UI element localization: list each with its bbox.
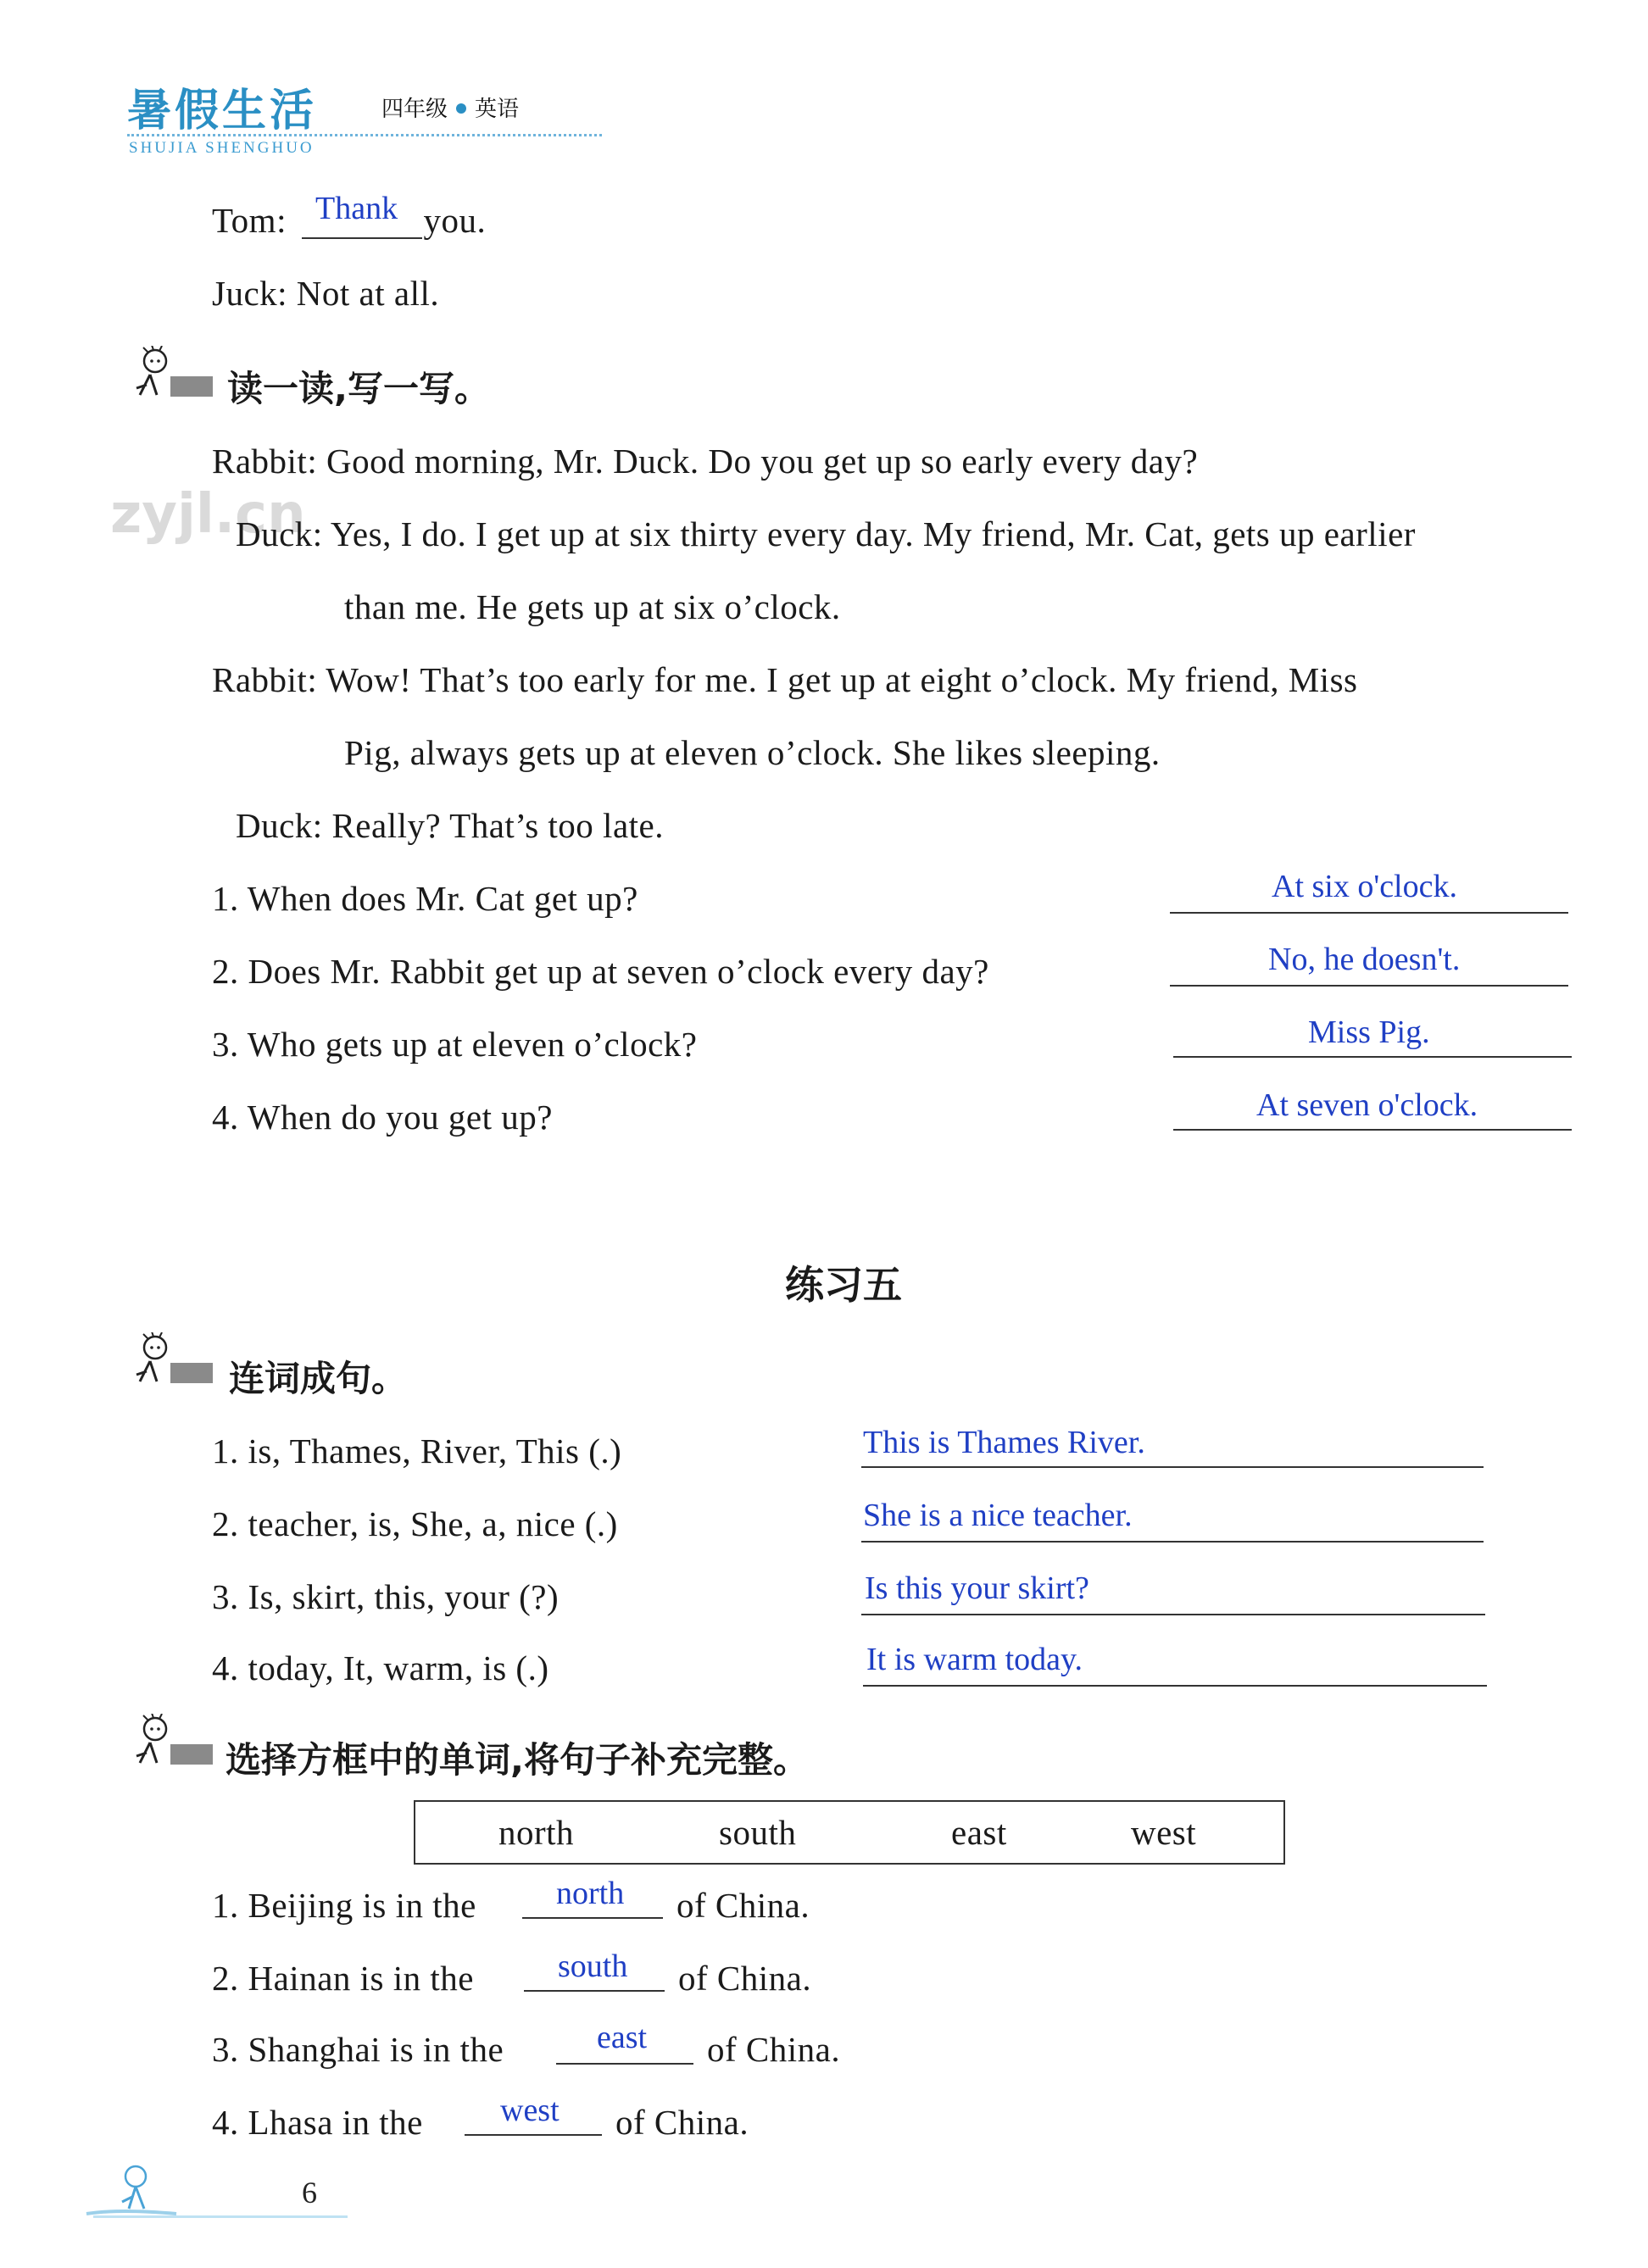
fill-item-3-post: of China. [707,2030,841,2069]
fill-item-4-answer: west [500,2093,560,2128]
header-grade: 四年级 [381,97,448,122]
kid-choose-icon [131,1714,216,1773]
question-2: 2. Does Mr. Rabbit get up at seven o’clock every day? [212,952,989,991]
reorder-item-4-answer: It is warm today. [866,1642,1083,1677]
question-1-blank [1170,912,1568,914]
reorder-item-1-blank [861,1466,1484,1468]
fill-item-2-pre: 2. Hainan is in the [212,1959,474,1998]
reorder-item-3: 3. Is, skirt, this, your (?) [212,1577,560,1616]
header-pinyin: SHUJIA SHENGHUO [129,139,315,157]
section2-title: 连词成句。 [229,1358,408,1399]
header-logo: 暑假生活 [127,86,318,136]
exercise-title: 练习五 [785,1262,902,1308]
word-box-item-south: south [719,1813,797,1852]
section1-title: 读一读,写一写。 [227,368,490,409]
reorder-item-4: 4. today, It, warm, is (.) [212,1648,549,1687]
page-number: 6 [302,2176,317,2210]
fill-item-1-blank [522,1917,663,1919]
reorder-item-3-answer: Is this your skirt? [865,1570,1089,1606]
question-4: 4. When do you get up? [212,1098,553,1137]
reorder-item-2: 2. teacher, is, She, a, nice (.) [212,1504,618,1543]
fill-item-3-blank [556,2063,693,2065]
passage-line-1: Rabbit: Good morning, Mr. Duck. Do you get up so early every day? [212,442,1199,481]
passage-line-3: than me. He gets up at six o’clock. [344,587,841,626]
dialog-tom-prefix: Tom: [212,201,287,240]
section3-title: 选择方框中的单词,将句子补充完整。 [225,1739,809,1781]
question-3: 3. Who gets up at eleven o’clock? [212,1025,698,1064]
fill-item-3-pre: 3. Shanghai is in the [212,2030,504,2069]
reorder-item-4-blank [863,1685,1487,1687]
reorder-item-2-blank [861,1541,1484,1543]
footer-divider [93,2215,348,2218]
fill-item-2-blank [524,1990,665,1992]
dialog-tom-blank [302,237,422,239]
question-2-answer: No, he doesn't. [1268,942,1461,977]
fill-item-4-post: of China. [615,2103,749,2142]
bullet-dot-icon [456,103,466,114]
reorder-item-1-answer: This is Thames River. [863,1425,1145,1460]
passage-line-6: Duck: Really? That’s too late. [236,806,664,845]
fill-item-2-post: of China. [678,1959,812,1998]
passage-line-2: Duck: Yes, I do. I get up at six thirty every day. My friend, Mr. Cat, gets up earlier [236,514,1416,553]
reorder-item-3-blank [861,1614,1485,1615]
word-box-item-north: north [498,1813,575,1852]
question-1: 1. When does Mr. Cat get up? [212,879,638,918]
passage-line-4: Rabbit: Wow! That’s too early for me. I get up at eight o’clock. My friend, Miss [212,660,1358,699]
fill-item-4-blank [465,2134,602,2136]
header-grade-subject [381,92,519,123]
reorder-item-2-answer: She is a nice teacher. [863,1498,1133,1533]
passage-line-5: Pig, always gets up at eleven o’clock. She likes sleeping. [344,733,1161,772]
fill-item-1-answer: north [556,1876,625,1911]
header-subject: 英语 [475,97,520,122]
dialog-line-juck: Juck: Not at all. [212,274,440,313]
dialog-tom-answer: Thank [315,191,398,226]
kid-writing-icon [131,1332,216,1392]
dialog-tom-suffix: you. [423,201,487,240]
word-box-item-west: west [1131,1813,1197,1852]
header-divider [127,134,602,136]
watermark: zyjl.cn [110,483,306,546]
question-4-answer: At seven o'clock. [1256,1087,1478,1123]
question-1-answer: At six o'clock. [1272,869,1457,904]
footer-kid-icon [85,2161,178,2221]
fill-item-3-answer: east [597,2020,648,2055]
kid-reading-icon [131,346,216,405]
question-4-blank [1173,1129,1572,1131]
word-box-item-east: east [951,1813,1007,1852]
fill-item-2-answer: south [558,1948,628,1984]
fill-item-1-pre: 1. Beijing is in the [212,1886,476,1925]
question-3-answer: Miss Pig. [1308,1014,1430,1050]
fill-item-1-post: of China. [676,1886,810,1925]
reorder-item-1: 1. is, Thames, River, This (.) [212,1431,622,1470]
fill-item-4-pre: 4. Lhasa in the [212,2103,423,2142]
question-2-blank [1170,985,1568,987]
question-3-blank [1173,1056,1572,1058]
